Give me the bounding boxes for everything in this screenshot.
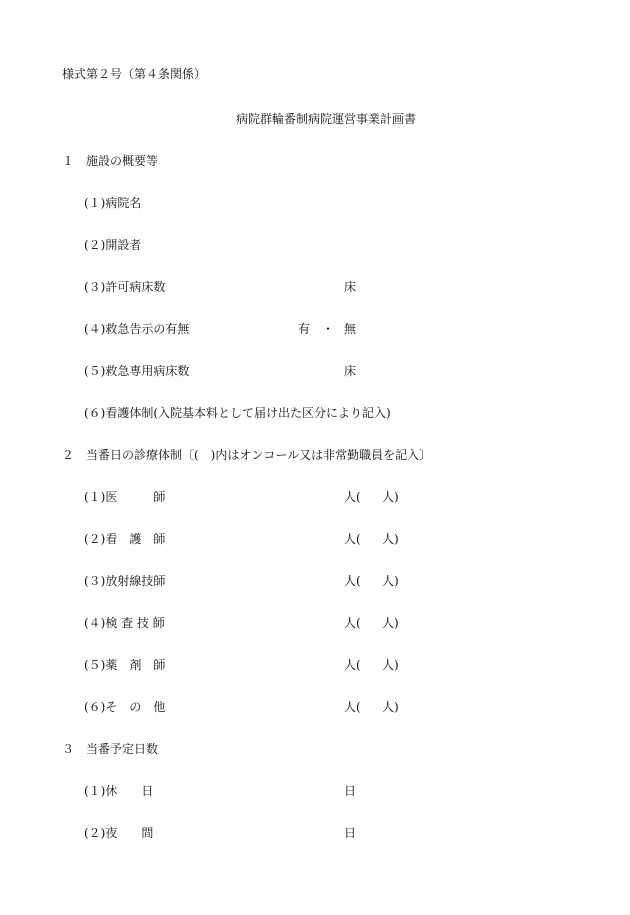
- item-nursing: (６)看護体制(入院基本料として届け出た区分により記入): [84, 406, 391, 420]
- staff-row-label: (４)検 査 技 師: [84, 616, 165, 630]
- item-beds: (３)許可病床数: [84, 280, 166, 294]
- days-row-unit: 日: [344, 826, 357, 840]
- emergency-yes: 有: [298, 322, 311, 336]
- staff-row-unit: [344, 615, 399, 631]
- item-hospital-name: (１)病院名: [84, 196, 142, 210]
- unit-open: 人(: [344, 574, 361, 588]
- form-number: 様式第２号（第４条関係）: [62, 67, 207, 81]
- unit-close: 人): [382, 658, 399, 672]
- staff-row-unit: [344, 573, 399, 589]
- unit-open: 人(: [344, 658, 361, 672]
- document-title: 病院群輪番制病院運営事業計画書: [236, 112, 417, 126]
- staff-row-unit: [344, 657, 399, 673]
- staff-row-label: (２)看 護 師: [84, 532, 166, 546]
- days-row-unit: 日: [344, 784, 357, 798]
- staff-row-unit: [344, 531, 399, 547]
- unit-close: 人): [382, 616, 399, 630]
- item-emergency: (４)救急告示の有無: [84, 322, 190, 336]
- beds-unit: 床: [344, 280, 357, 294]
- unit-close: 人): [382, 700, 399, 714]
- item-emergency-beds: (５)救急専用病床数: [84, 364, 190, 378]
- days-row-label: (１)休 日: [84, 784, 154, 798]
- staff-row-label: (６)そ の 他: [84, 700, 166, 714]
- item-founder: (２)開設者: [84, 238, 142, 252]
- section1-heading: １ 施設の概要等: [62, 154, 159, 168]
- unit-open: 人(: [344, 532, 361, 546]
- unit-open: 人(: [344, 616, 361, 630]
- staff-row-label: (１)医 師: [84, 490, 166, 504]
- emergency-beds-unit: 床: [344, 364, 357, 378]
- emergency-dot: ・: [322, 322, 335, 336]
- emergency-no: 無: [344, 322, 357, 336]
- unit-close: 人): [382, 574, 399, 588]
- unit-close: 人): [382, 532, 399, 546]
- section3-heading: ３ 当番予定日数: [62, 742, 159, 756]
- unit-close: 人): [382, 490, 399, 504]
- staff-row-label: (３)放射線技師: [84, 574, 166, 588]
- staff-row-label: (５)薬 剤 師: [84, 658, 166, 672]
- days-row-label: (２)夜 間: [84, 826, 154, 840]
- staff-row-unit: [344, 699, 399, 715]
- unit-open: 人(: [344, 700, 361, 714]
- unit-open: 人(: [344, 490, 361, 504]
- section2-heading: ２ 当番日の診療体制〔( )内はオンコール又は非常勤職員を記入〕: [62, 448, 432, 462]
- staff-row-unit: [344, 489, 399, 505]
